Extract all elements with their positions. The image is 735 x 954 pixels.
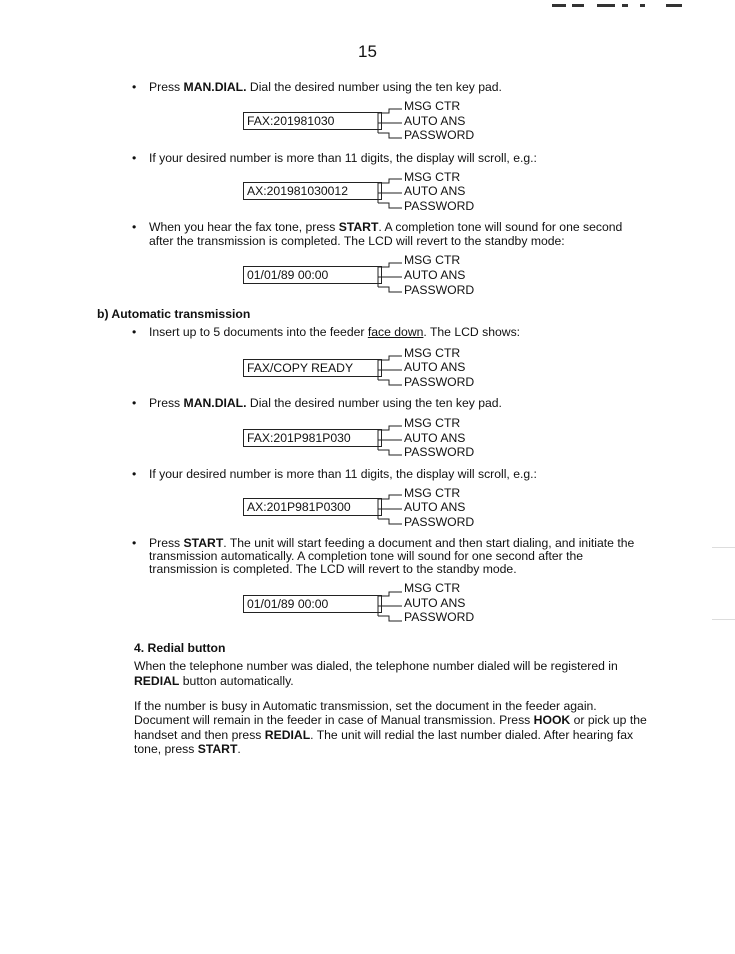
lcd-display: 01/01/89 00:00 bbox=[243, 266, 382, 284]
manual-step-start-line2: after the transmission is completed. The LCD will revert to the standby mode: bbox=[149, 234, 565, 248]
key-hook: HOOK bbox=[533, 713, 571, 727]
key-start: START bbox=[183, 536, 224, 550]
lcd-function-auto-ans: AUTO ANS bbox=[404, 184, 466, 198]
redial-paragraph-1-line2: REDIAL button automatically. bbox=[134, 674, 294, 688]
lcd-function-auto-ans: AUTO ANS bbox=[404, 268, 466, 282]
manual-step-scroll: • If your desired number is more than 11 digits, the display will scroll, e.g.: bbox=[149, 151, 537, 165]
redial-paragraph-2-line4: tone, press START. bbox=[134, 742, 241, 756]
lcd-function-msg-ctr: MSG CTR bbox=[404, 416, 461, 430]
lcd-display: AX:201981030012 bbox=[243, 182, 382, 200]
scan-mark bbox=[572, 4, 584, 7]
key-man-dial: MAN.DIAL. bbox=[183, 80, 247, 94]
lcd-function-auto-ans: AUTO ANS bbox=[404, 596, 466, 610]
auto-step-scroll: • If your desired number is more than 11 digits, the display will scroll, e.g.: bbox=[149, 467, 537, 481]
lcd-function-password: PASSWORD bbox=[404, 199, 475, 213]
manual-step-start: • When you hear the fax tone, press START. A completion tone will sound for one second bbox=[149, 220, 622, 234]
redial-paragraph-1-line1: When the telephone number was dialed, the telephone number dialed will be registered in bbox=[134, 659, 618, 673]
redial-paragraph-2-line2: Document will remain in the feeder in case of Manual transmission. Press HOOK or pick up the bbox=[134, 713, 647, 727]
auto-step-insert: • Insert up to 5 documents into the feeder face down. The LCD shows: bbox=[149, 325, 520, 339]
lcd-connector bbox=[374, 587, 404, 623]
margin-mark bbox=[712, 547, 735, 548]
lcd-function-auto-ans: AUTO ANS bbox=[404, 431, 466, 445]
lcd-display: FAX/COPY READY bbox=[243, 359, 382, 377]
auto-step-man-dial: • Press MAN.DIAL. Dial the desired number using the ten key pad. bbox=[149, 396, 502, 410]
lcd-connector bbox=[374, 490, 404, 526]
redial-paragraph-2-line3: handset and then press REDIAL. The unit will redial the last number dialed. After hearing fax bbox=[134, 728, 634, 742]
lcd-function-msg-ctr: MSG CTR bbox=[404, 581, 461, 595]
key-start: START bbox=[197, 742, 238, 756]
lcd-connector bbox=[374, 104, 404, 140]
lcd-connector bbox=[374, 421, 404, 457]
page-number: 15 bbox=[358, 42, 377, 61]
scan-mark bbox=[597, 4, 615, 7]
lcd-function-password: PASSWORD bbox=[404, 445, 475, 459]
lcd-function-msg-ctr: MSG CTR bbox=[404, 346, 461, 360]
redial-paragraph-2-line1: If the number is busy in Automatic transmission, set the document in the feeder again. bbox=[134, 699, 597, 713]
section-heading-redial: 4. Redial button bbox=[134, 641, 226, 655]
auto-step-start: • Press START. The unit will start feeding a document and then start dialing, and initiate the bbox=[149, 536, 634, 550]
key-man-dial: MAN.DIAL. bbox=[183, 396, 247, 410]
lcd-display: AX:201P981P0300 bbox=[243, 498, 382, 516]
manual-step-man-dial: • Press MAN.DIAL. Dial the desired number using the ten key pad. bbox=[149, 80, 502, 94]
lcd-connector bbox=[374, 351, 404, 387]
lcd-function-password: PASSWORD bbox=[404, 128, 475, 142]
lcd-function-msg-ctr: MSG CTR bbox=[404, 253, 461, 267]
scan-mark bbox=[622, 4, 628, 7]
lcd-function-msg-ctr: MSG CTR bbox=[404, 170, 461, 184]
key-redial: REDIAL bbox=[264, 728, 311, 742]
scan-mark bbox=[552, 4, 566, 7]
scan-mark bbox=[666, 4, 682, 7]
lcd-function-auto-ans: AUTO ANS bbox=[404, 114, 466, 128]
auto-step-start-line3: transmission is completed. The LCD will revert to the standby mode. bbox=[149, 562, 517, 576]
lcd-display: FAX:201981030 bbox=[243, 112, 382, 130]
margin-mark bbox=[712, 619, 735, 620]
key-start: START bbox=[338, 220, 379, 234]
lcd-function-msg-ctr: MSG CTR bbox=[404, 486, 461, 500]
face-down-emphasis: face down bbox=[367, 325, 424, 339]
scan-mark bbox=[640, 4, 645, 7]
lcd-function-password: PASSWORD bbox=[404, 515, 475, 529]
lcd-function-auto-ans: AUTO ANS bbox=[404, 360, 466, 374]
lcd-function-password: PASSWORD bbox=[404, 283, 475, 297]
lcd-display: 01/01/89 00:00 bbox=[243, 595, 382, 613]
section-heading-automatic: b) Automatic transmission bbox=[97, 307, 251, 321]
lcd-connector bbox=[374, 258, 404, 294]
lcd-connector bbox=[374, 174, 404, 210]
lcd-display: FAX:201P981P030 bbox=[243, 429, 382, 447]
lcd-function-msg-ctr: MSG CTR bbox=[404, 99, 461, 113]
lcd-function-password: PASSWORD bbox=[404, 375, 475, 389]
lcd-function-password: PASSWORD bbox=[404, 610, 475, 624]
key-redial: REDIAL bbox=[134, 674, 180, 688]
auto-step-start-line2: transmission automatically. A completion tone will sound for one second after the bbox=[149, 549, 584, 563]
lcd-function-auto-ans: AUTO ANS bbox=[404, 500, 466, 514]
